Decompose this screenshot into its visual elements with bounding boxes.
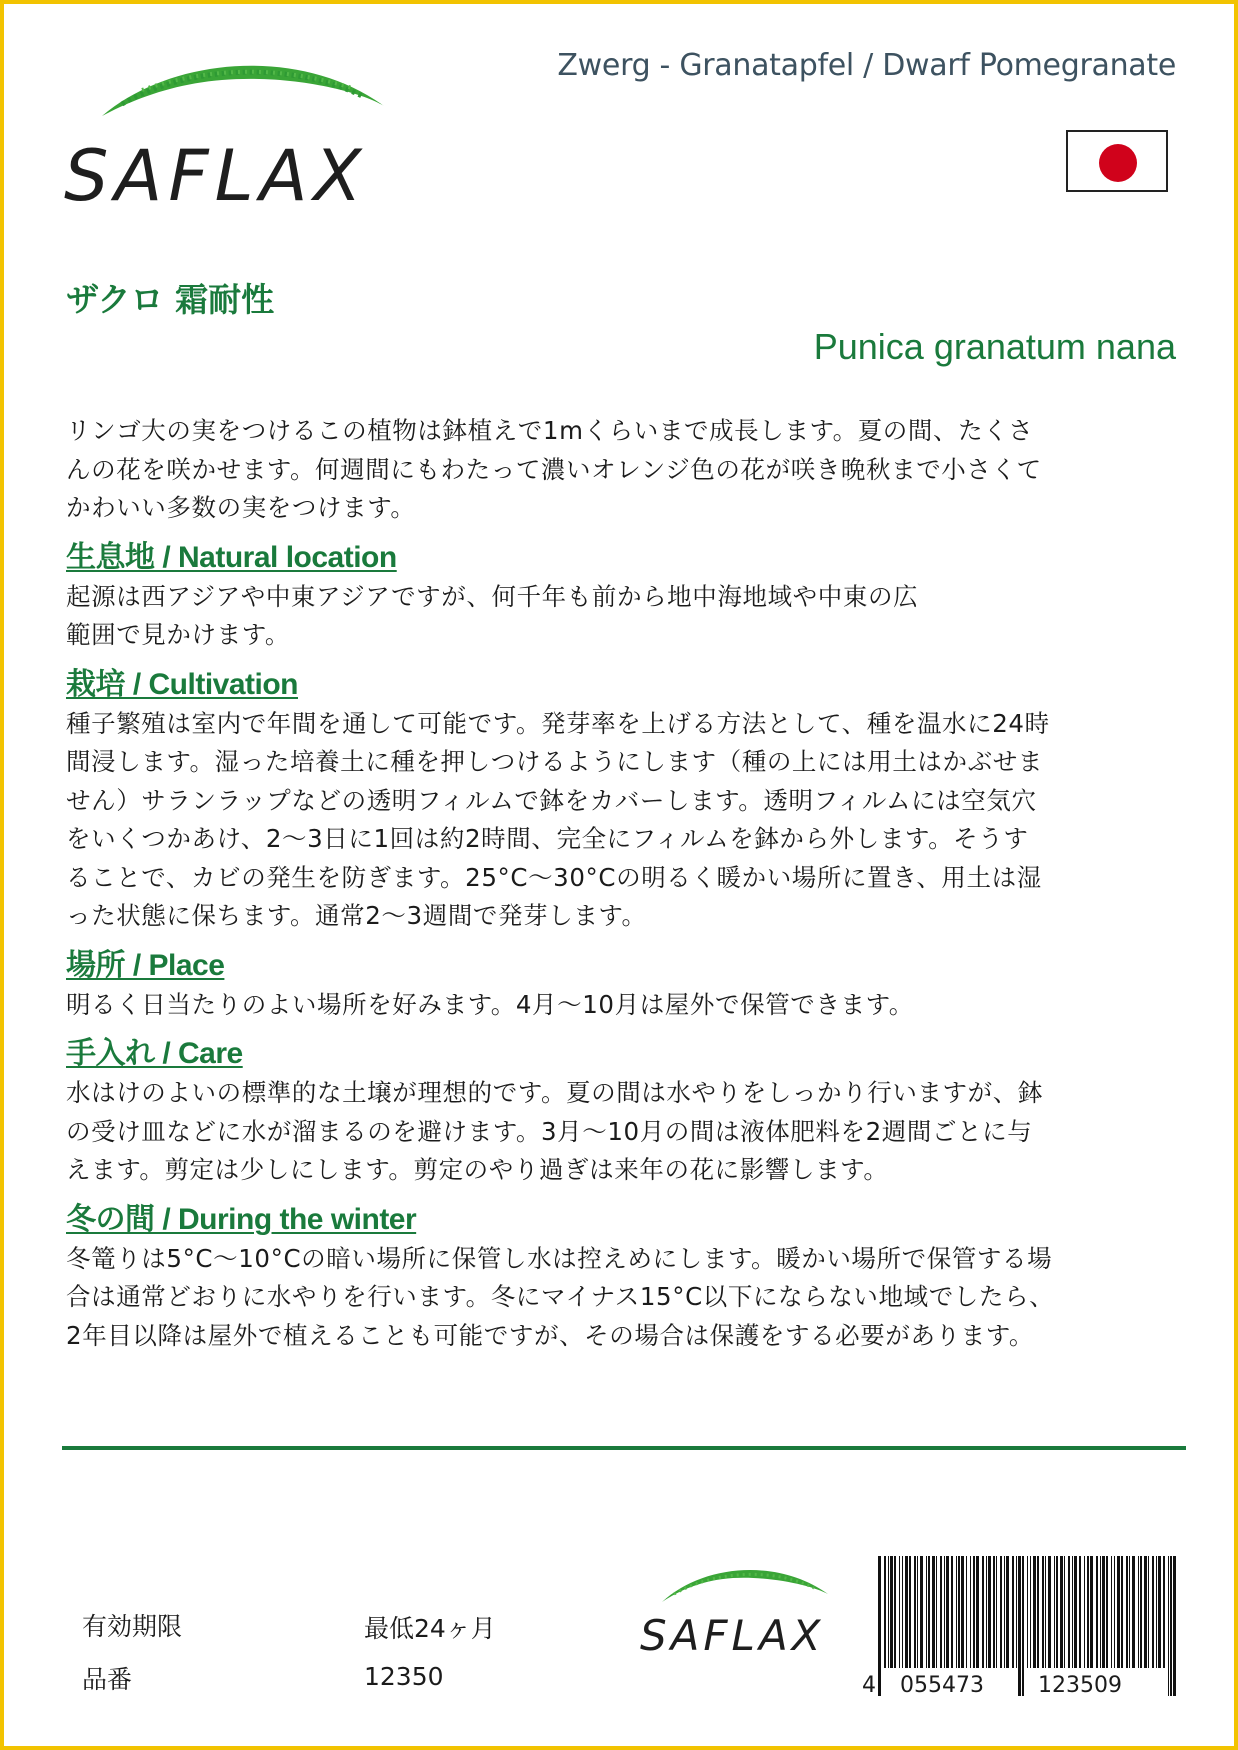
barcode-bar — [1016, 1556, 1017, 1668]
barcode-bar — [1074, 1556, 1077, 1668]
barcode-bar — [926, 1556, 927, 1668]
barcode-bar — [1173, 1556, 1176, 1696]
barcode-bar — [1138, 1556, 1139, 1668]
barcode-bar — [1100, 1556, 1101, 1668]
barcode-bar — [1042, 1556, 1044, 1668]
section-heading-winter: 冬の間 / During the winter — [66, 1202, 417, 1236]
saflax-logo-small-graphic — [638, 1554, 838, 1664]
section-text-natural-location: 起源は西アジアや中東アジアですが、何千年も前から地中海地域や中東の広 範囲で見かけます。 — [66, 581, 919, 649]
description-content — [66, 412, 1186, 1355]
barcode-bar — [986, 1556, 987, 1668]
barcode-bar — [1012, 1556, 1014, 1668]
barcode-bar — [878, 1556, 881, 1696]
barcode-bar — [1090, 1556, 1093, 1668]
barcode-digits-left: 055473 — [900, 1673, 984, 1696]
item-number-label: 品番 — [82, 1665, 133, 1694]
barcode-bar — [1037, 1556, 1039, 1668]
barcode-bar — [1004, 1556, 1005, 1668]
barcode-bar — [888, 1556, 889, 1668]
saflax-logo-graphic — [62, 44, 402, 214]
barcode-bar — [1018, 1556, 1021, 1696]
barcode — [860, 1556, 1184, 1696]
barcode-bar — [1163, 1556, 1165, 1668]
saflax-logo-text: SAFLAX — [64, 135, 368, 214]
japan-flag-icon — [1066, 130, 1168, 192]
barcode-bar — [976, 1556, 979, 1668]
barcode-bar — [1114, 1556, 1115, 1668]
barcode-bar — [946, 1556, 949, 1668]
intro-text: リンゴ大の実をつけるこの植物は鉢植えで1mくらいまで成長します。夏の間、たくさ んの花を咲かせます。何週間にもわたって濃いオレンジ色の花が咲き晩秋まで小さくて かわいい多数の実をつけます。 — [66, 416, 1042, 522]
barcode-bar — [1060, 1556, 1063, 1668]
barcode-bar — [928, 1556, 930, 1668]
barcode-bar — [1096, 1556, 1098, 1668]
barcode-bar — [970, 1556, 971, 1668]
section-heading-care: 手入れ / Care — [66, 1037, 243, 1070]
barcode-bar — [1158, 1556, 1161, 1668]
barcode-bar — [1045, 1556, 1046, 1668]
expiry-value: 最低24ヶ月 — [364, 1614, 496, 1643]
barcode-bar — [1132, 1556, 1135, 1668]
barcode-bar — [988, 1556, 991, 1668]
barcode-bar — [1144, 1556, 1147, 1668]
barcode-bar — [958, 1556, 960, 1668]
barcode-bar — [884, 1556, 886, 1668]
product-name-jp: ザクロ 霜耐性 — [66, 280, 275, 319]
barcode-bar — [936, 1556, 937, 1668]
barcode-bar — [1048, 1556, 1051, 1668]
barcode-bar — [1084, 1556, 1085, 1668]
barcode-bar — [905, 1556, 908, 1668]
barcode-bar — [1000, 1556, 1002, 1668]
barcode-graphic — [860, 1556, 1184, 1696]
item-number-value: 12350 — [364, 1662, 444, 1691]
section-text-place: 明るく日当たりのよい場所を好みます。4月～10月は屋外で保管できます。 — [66, 989, 914, 1019]
saflax-logo-small-text: SAFLAX — [640, 1611, 825, 1660]
barcode-bar — [1072, 1556, 1073, 1668]
section-text-care: 水はけのよいの標準的な土壌が理想的です。夏の間は水やりをしっかり行いますが、鉢 の受け皿などに水が溜まるのを避けます。3月～10月の間は液体肥料を2週間ごとに与 えます。剪定は少しにします。剪定のやり過ぎは来年の花に影響します。 — [66, 1078, 1043, 1184]
barcode-digits-right: 123509 — [1038, 1673, 1122, 1696]
section-text-cultivation: 種子繁殖は室内で年間を通して可能です。発芽率を上げる方法として、種を温水に24時 間浸します。湿った培養土に種を押しつけるようにします（種の上には用土はかぶせま せん）サランラップなどの透明フィルムで鉢をカバーします。透明フィルムには空気穴 をいくつかあけ、2～3日に1回は約2時間、完全にフィルムを鉢から外します。そうす ることで、カビの発生を防ぎます。25°C～30°Cの明るく暖かい場所に置き、用土は湿 った状態に保ちます。通常2～3週間で発芽します。 — [66, 708, 1050, 930]
barcode-bar — [920, 1556, 923, 1668]
barcode-bar — [1106, 1556, 1108, 1668]
barcode-bar — [1006, 1556, 1009, 1668]
barcode-bar — [932, 1556, 935, 1668]
barcode-bar — [1068, 1556, 1070, 1668]
section-heading-natural-location: 生息地 / Natural location — [66, 540, 397, 574]
barcode-bar — [1030, 1556, 1031, 1668]
barcode-bar — [966, 1556, 967, 1668]
barcode-bar — [982, 1556, 984, 1668]
barcode-bar — [890, 1556, 893, 1668]
barcode-bar — [944, 1556, 945, 1668]
barcode-bar — [1056, 1556, 1058, 1668]
section-heading-place: 場所 / Place — [66, 948, 225, 982]
barcode-bar — [940, 1556, 942, 1668]
flag-sun-circle — [1099, 144, 1137, 182]
section-text-winter: 冬篭りは5°C～10°Cの暗い場所に保管し水は控えめにします。暖かい場所で保管する場 合は通常どおりに水やりを行います。冬にマイナス15°C以下にならない地域でしたら、 2年目以降は屋外で植えることも可能ですが、その場合は保護をする必要があります。 — [66, 1243, 1055, 1350]
barcode-digit-first: 4 — [862, 1673, 876, 1696]
barcode-bar — [973, 1556, 975, 1668]
saflax-logo-small — [638, 1554, 838, 1664]
barcode-bar — [1054, 1556, 1055, 1668]
barcode-bar — [1156, 1556, 1157, 1668]
section-heading-cultivation: 栽培 / Cultivation — [66, 667, 298, 701]
product-title-header: Zwerg - Granatapfel / Dwarf Pomegranate — [557, 48, 1176, 83]
barcode-bar — [1168, 1556, 1169, 1696]
barcode-bar — [956, 1556, 957, 1668]
barcode-bar — [1022, 1556, 1024, 1696]
barcode-bar — [914, 1556, 916, 1668]
barcode-bar — [1111, 1556, 1112, 1668]
barcode-bar — [1121, 1556, 1123, 1668]
barcode-bar — [1152, 1556, 1154, 1668]
barcode-bar — [961, 1556, 964, 1668]
barcode-bar — [1126, 1556, 1128, 1668]
barcode-bar — [1027, 1556, 1028, 1668]
barcode-bar — [1140, 1556, 1142, 1668]
barcode-bar — [1102, 1556, 1105, 1668]
barcode-bar — [1117, 1556, 1120, 1668]
barcode-bar — [1148, 1556, 1149, 1668]
barcode-bar — [1170, 1556, 1172, 1696]
barcode-bar — [917, 1556, 918, 1668]
barcode-bar — [1033, 1556, 1036, 1668]
barcode-bar — [996, 1556, 997, 1668]
barcode-bar — [993, 1556, 995, 1668]
barcode-bar — [899, 1556, 900, 1668]
barcode-bar — [951, 1556, 953, 1668]
footer-divider — [62, 1446, 1186, 1450]
barcode-bar — [1087, 1556, 1089, 1668]
barcode-bar — [902, 1556, 903, 1668]
barcode-bar — [909, 1556, 911, 1668]
barcode-bar — [1064, 1556, 1065, 1668]
expiry-label: 有効期限 — [82, 1612, 183, 1641]
barcode-bar — [894, 1556, 896, 1668]
barcode-bar — [1079, 1556, 1081, 1668]
saflax-logo — [62, 44, 402, 214]
barcode-bar — [1129, 1556, 1130, 1668]
product-latin-name: Punica granatum nana — [813, 326, 1176, 367]
